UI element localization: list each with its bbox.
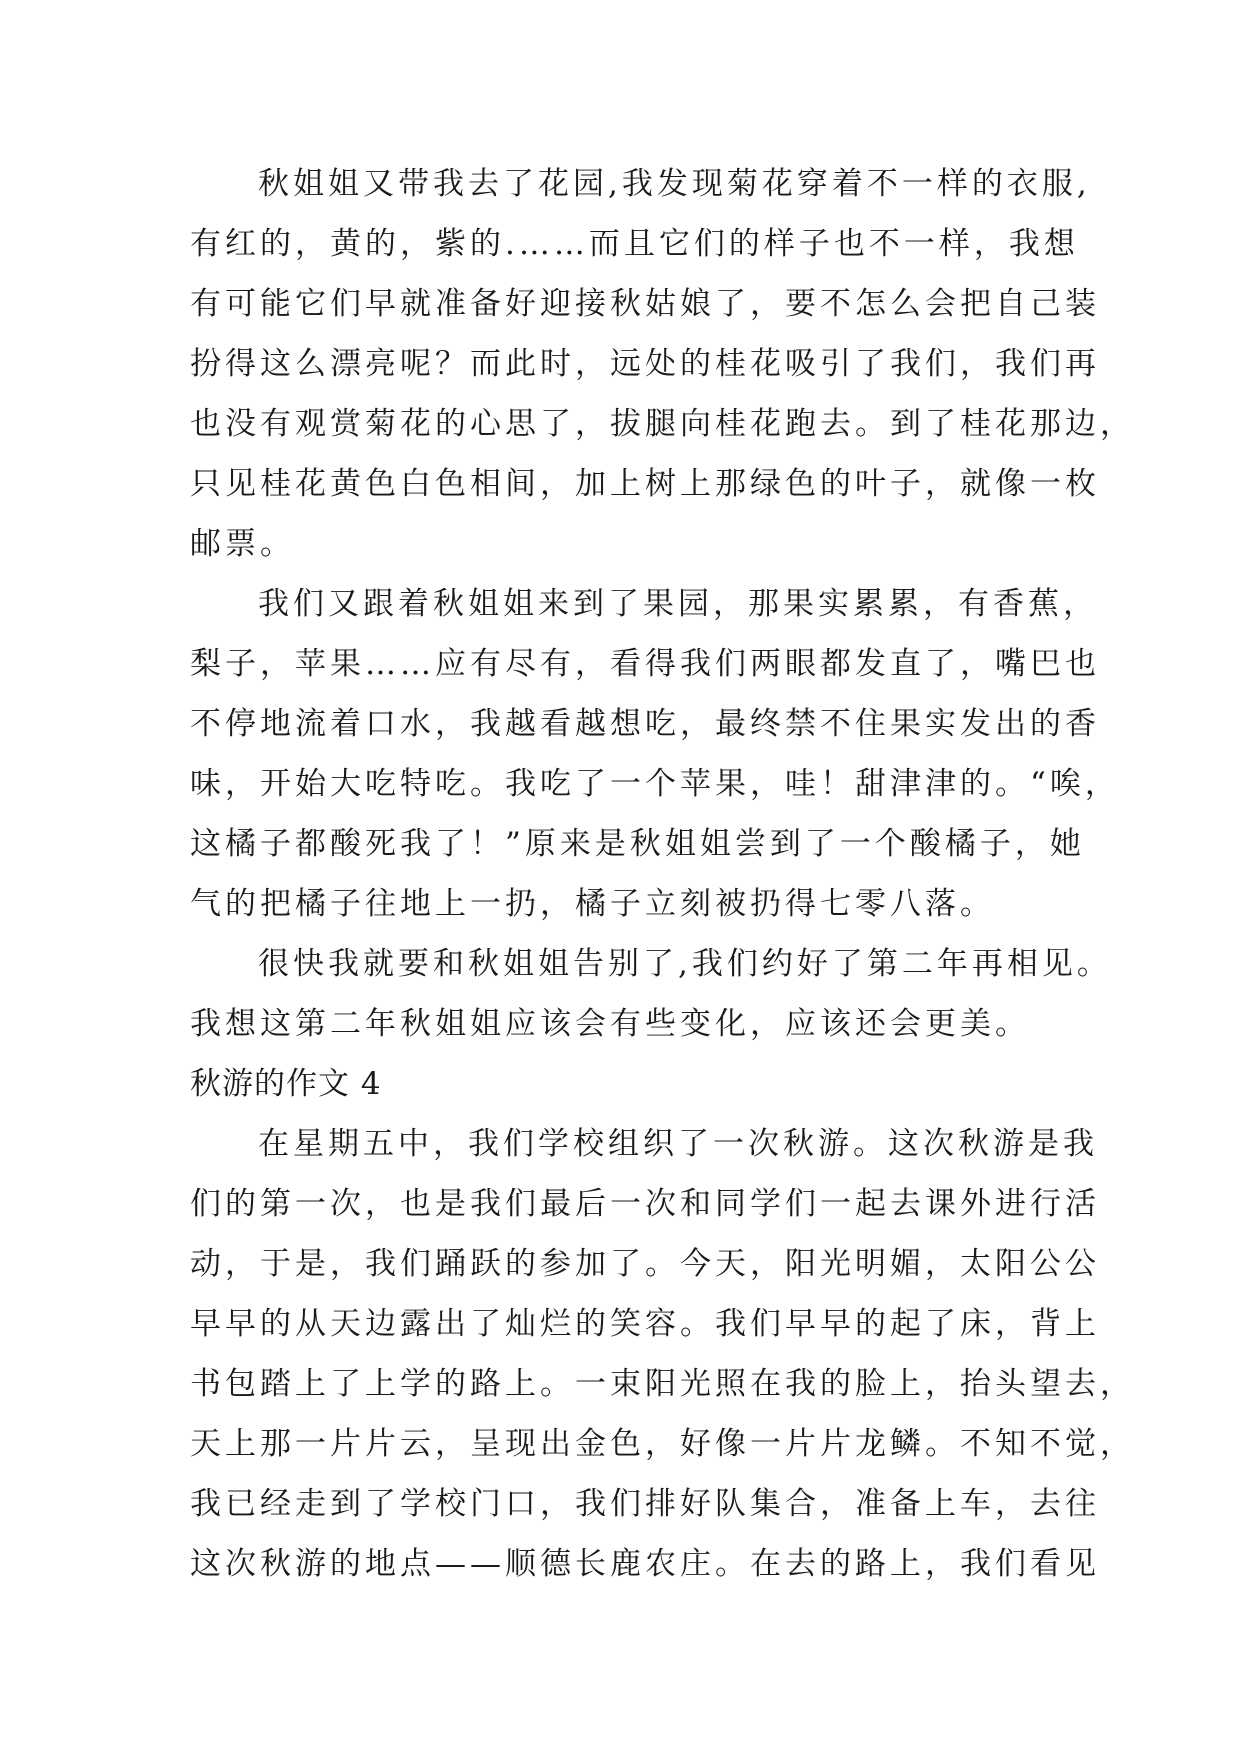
- text-line: 在星期五中，我们学校组织了一次秋游。这次秋游是我: [258, 1126, 1098, 1162]
- text-line: 们的第一次，也是我们最后一次和同学们一起去课外进行活: [190, 1186, 1100, 1222]
- text-line: 有可能它们早就准备好迎接秋姑娘了，要不怎么会把自己装: [190, 286, 1100, 322]
- text-line: 动，于是，我们踊跃的参加了。今天，阳光明媚，太阳公公: [190, 1246, 1100, 1282]
- text-line: 味，开始大吃特吃。我吃了一个苹果，哇！甜津津的。“唉，: [190, 766, 1120, 802]
- text-line: 这橘子都酸死我了！”原来是秋姐姐尝到了一个酸橘子，她: [190, 826, 1085, 862]
- text-line: 气的把橘子往地上一扔，橘子立刻被扔得七零八落。: [190, 886, 995, 922]
- section-title: 秋游的作文 4: [190, 1066, 382, 1102]
- text-line: 我已经走到了学校门口，我们排好队集合，准备上车，去往: [190, 1486, 1100, 1522]
- text-line: 这次秋游的地点——顺德长鹿农庄。在去的路上，我们看见: [190, 1546, 1100, 1582]
- text-line: 我们又跟着秋姐姐来到了果园，那果实累累，有香蕉，: [258, 586, 1098, 622]
- text-line: 有红的，黄的，紫的.……而且它们的样子也不一样，我想: [190, 226, 1079, 262]
- text-line: 书包踏上了上学的路上。一束阳光照在我的脸上，抬头望去，: [190, 1366, 1135, 1402]
- text-line: 梨子，苹果……应有尽有，看得我们两眼都发直了，嘴巴也: [190, 646, 1100, 682]
- text-line: 秋姐姐又带我去了花园,我发现菊花穿着不一样的衣服,: [258, 166, 1091, 202]
- text-line: 只见桂花黄色白色相间，加上树上那绿色的叶子，就像一枚: [190, 466, 1100, 502]
- text-line: 扮得这么漂亮呢？而此时，远处的桂花吸引了我们，我们再: [190, 346, 1100, 382]
- text-line: 不停地流着口水，我越看越想吃，最终禁不住果实发出的香: [190, 706, 1100, 742]
- text-line: 很快我就要和秋姐姐告别了,我们约好了第二年再相见。: [258, 946, 1112, 982]
- text-line: 我想这第二年秋姐姐应该会有些变化，应该还会更美。: [190, 1006, 1030, 1042]
- text-line: 天上那一片片云，呈现出金色，好像一片片龙鳞。不知不觉，: [190, 1426, 1135, 1462]
- text-line: 也没有观赏菊花的心思了，拔腿向桂花跑去。到了桂花那边，: [190, 406, 1135, 442]
- text-line: 邮票。: [190, 526, 295, 562]
- text-line: 早早的从天边露出了灿烂的笑容。我们早早的起了床，背上: [190, 1306, 1100, 1342]
